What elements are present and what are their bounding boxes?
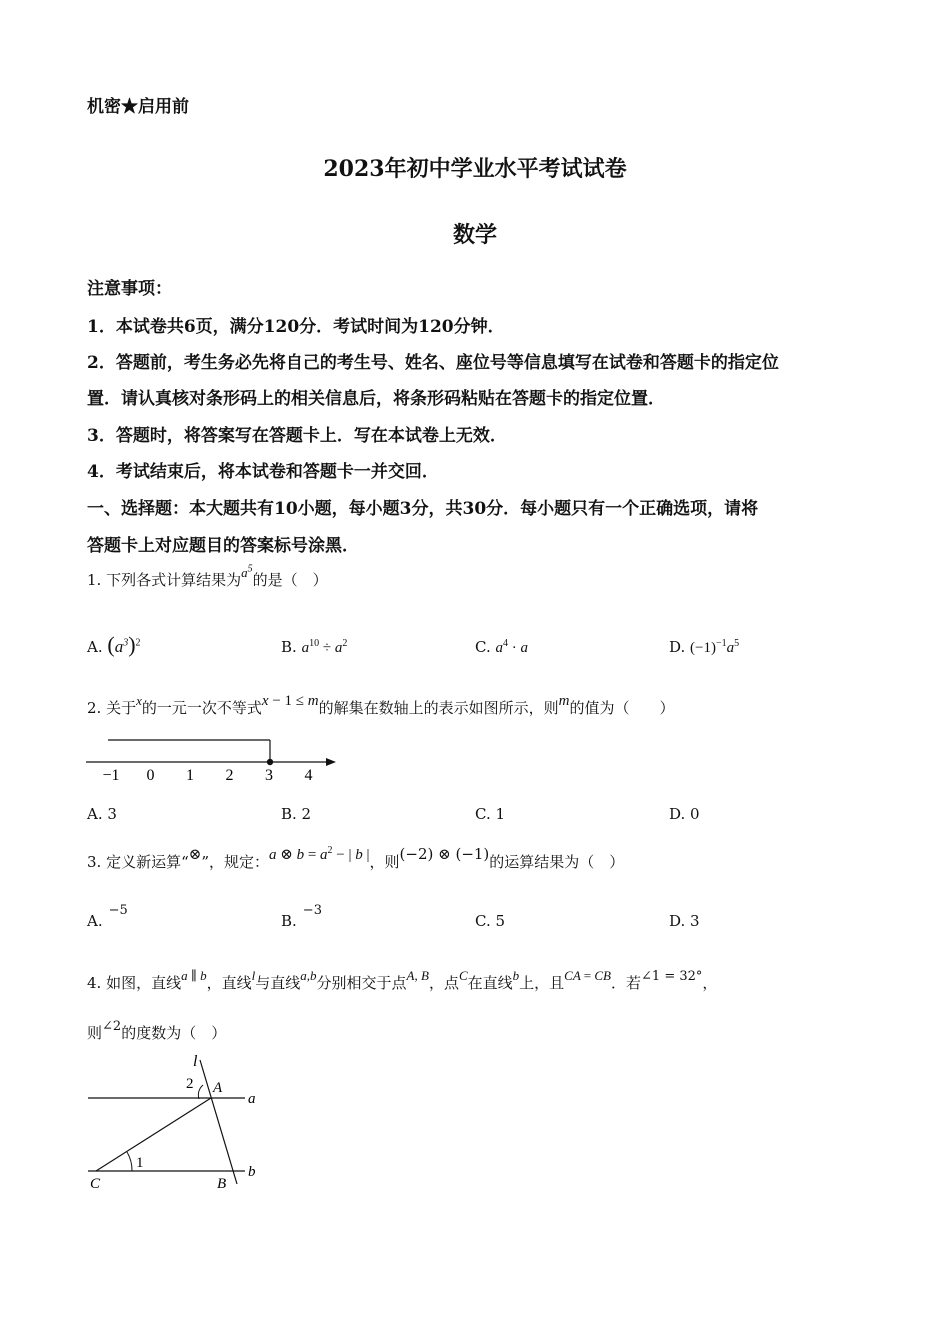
- question-text: ，: [702, 974, 718, 992]
- math-expression: $a^4 \cdot a$: [495, 638, 528, 656]
- question-text: 的解集在数轴上的表示如图所示，则: [318, 699, 559, 717]
- option-label: B.: [281, 638, 297, 656]
- option-b[interactable]: [281, 638, 347, 657]
- question-text: 则: [87, 1024, 103, 1042]
- option-d[interactable]: D. 0: [669, 805, 700, 823]
- label-point-b: B: [217, 1176, 227, 1192]
- question-3: [87, 845, 625, 872]
- math-expression: a ⊗ $b = a^2$ − | b |: [269, 845, 370, 863]
- angle-2-arc: [198, 1085, 203, 1099]
- question-text: ，点: [428, 974, 459, 992]
- label-line-a: a: [248, 1091, 256, 1107]
- label-point-a: A: [213, 1080, 223, 1096]
- option-value: −3: [302, 903, 322, 918]
- math-expression: l: [251, 968, 256, 983]
- math-expression: $(a^3)^2$: [107, 632, 141, 657]
- section-heading: 一、选择题：本大题共有10小题，每小题3分，共30分．每小题只有一个正确选项，请将: [87, 499, 759, 519]
- math-expression: x − 1 ≤ m: [261, 693, 319, 709]
- label-angle-1: 1: [136, 1155, 144, 1171]
- axis-tick-label: 2: [225, 767, 234, 784]
- geometry-figure: [80, 1048, 280, 1193]
- math-expression: a ∥ b: [181, 968, 207, 983]
- option-d[interactable]: [669, 638, 739, 657]
- question-4: [87, 968, 718, 993]
- math-expression: $(-1)^{-1}a^5$: [690, 638, 740, 656]
- question-text: 2. 关于: [87, 699, 137, 717]
- question-text: ，直线: [206, 974, 252, 992]
- question-text: 分别相交于点: [316, 974, 407, 992]
- option-label: A.: [87, 912, 103, 930]
- question-text: 的值为（ ）: [569, 699, 675, 717]
- question-text: 在直线: [467, 974, 513, 992]
- math-expression: A, B: [406, 968, 429, 983]
- option-c[interactable]: C. 1: [475, 805, 506, 823]
- option-b[interactable]: B. 2: [281, 805, 312, 823]
- option-label: B.: [281, 912, 297, 930]
- option-a[interactable]: [87, 903, 128, 930]
- label-angle-2: 2: [186, 1076, 194, 1092]
- option-c[interactable]: C. 5: [475, 912, 506, 930]
- axis-tick-label: 3: [265, 767, 273, 784]
- question-text: 的度数为（ ）: [121, 1024, 227, 1042]
- math-expression: CA = CB: [564, 968, 612, 983]
- question-text: 4. 如图，直线: [87, 974, 182, 992]
- option-c[interactable]: [475, 638, 528, 657]
- option-d[interactable]: D. 3: [669, 912, 700, 930]
- note-item: 2．答题前，考生务必先将自己的考生号、姓名、座位号等信息填写在试卷和答题卡的指定位: [87, 353, 779, 373]
- note-item: 4．考试结束后，将本试卷和答题卡一并交回．: [87, 462, 439, 482]
- otimes-symbol: ⊗: [188, 845, 202, 863]
- axis-tick-label: 0: [146, 767, 155, 784]
- option-label: D.: [669, 638, 686, 656]
- math-expression: b: [512, 968, 520, 983]
- math-expression: ∠1 = 32°: [641, 969, 703, 984]
- solid-point: [267, 759, 273, 765]
- section-heading: 答题卡上对应题目的答案标号涂黑．: [87, 536, 359, 556]
- math-expression: $a^5$: [241, 563, 253, 580]
- question-1: [87, 563, 328, 590]
- note-item: 置．请认真核对条形码上的相关信息后，将条形码粘贴在答题卡的指定位置．: [87, 389, 665, 409]
- axis-tick-label: −1: [102, 767, 120, 784]
- option-a[interactable]: [87, 632, 141, 658]
- question-text: 的运算结果为（ ）: [489, 853, 625, 871]
- question-4-line-2: [87, 1019, 227, 1043]
- angle-1-arc: [127, 1152, 132, 1171]
- option-label: C.: [475, 638, 491, 656]
- math-expression: ∠2: [102, 1019, 122, 1034]
- question-text: ”，规定：: [201, 853, 269, 871]
- label-line-b: b: [248, 1164, 256, 1180]
- notes-heading: 注意事项：: [87, 279, 172, 299]
- option-label: A.: [87, 638, 103, 656]
- option-a[interactable]: A. 3: [87, 805, 117, 823]
- math-expression: a,b: [300, 968, 317, 983]
- option-value: −5: [108, 903, 128, 918]
- label-point-c: C: [90, 1176, 101, 1192]
- note-item: 3．答题时，将答案写在答题卡上．写在本试卷上无效．: [87, 426, 507, 446]
- math-expression: x: [136, 693, 142, 708]
- math-expression: C: [458, 968, 468, 983]
- question-text: 1. 下列各式计算结果为: [87, 571, 242, 589]
- question-text: 的是（ ）: [252, 571, 328, 589]
- math-expression: $a^{10} \div a^2$: [301, 638, 348, 656]
- subject-title: 数学: [452, 222, 497, 248]
- question-2: [87, 693, 675, 718]
- confidential-label: 机密★启用前: [87, 97, 189, 117]
- note-item: 1．本试卷共6页，满分120分．考试时间为120分钟．: [87, 317, 505, 337]
- axis-tick-label: 1: [186, 767, 194, 784]
- page-title: 2023年初中学业水平考试试卷: [323, 156, 627, 182]
- math-expression: (−2) ⊗ (−1): [399, 845, 490, 863]
- option-b[interactable]: [281, 903, 322, 930]
- number-line-figure: [80, 733, 350, 788]
- axis-tick-label: 4: [304, 767, 313, 784]
- question-text: ．若: [611, 974, 642, 992]
- question-text: ，则: [369, 853, 400, 871]
- question-text: 上，且: [519, 974, 565, 992]
- segment-ca: [96, 1098, 211, 1171]
- line-l: [200, 1060, 237, 1184]
- question-text: 与直线: [255, 974, 301, 992]
- question-text: 3. 定义新运算“: [87, 853, 189, 871]
- question-text: 的一元一次不等式: [141, 699, 262, 717]
- label-l: l: [193, 1053, 198, 1070]
- arrow-right-icon: [326, 758, 336, 766]
- math-expression: m: [558, 693, 570, 709]
